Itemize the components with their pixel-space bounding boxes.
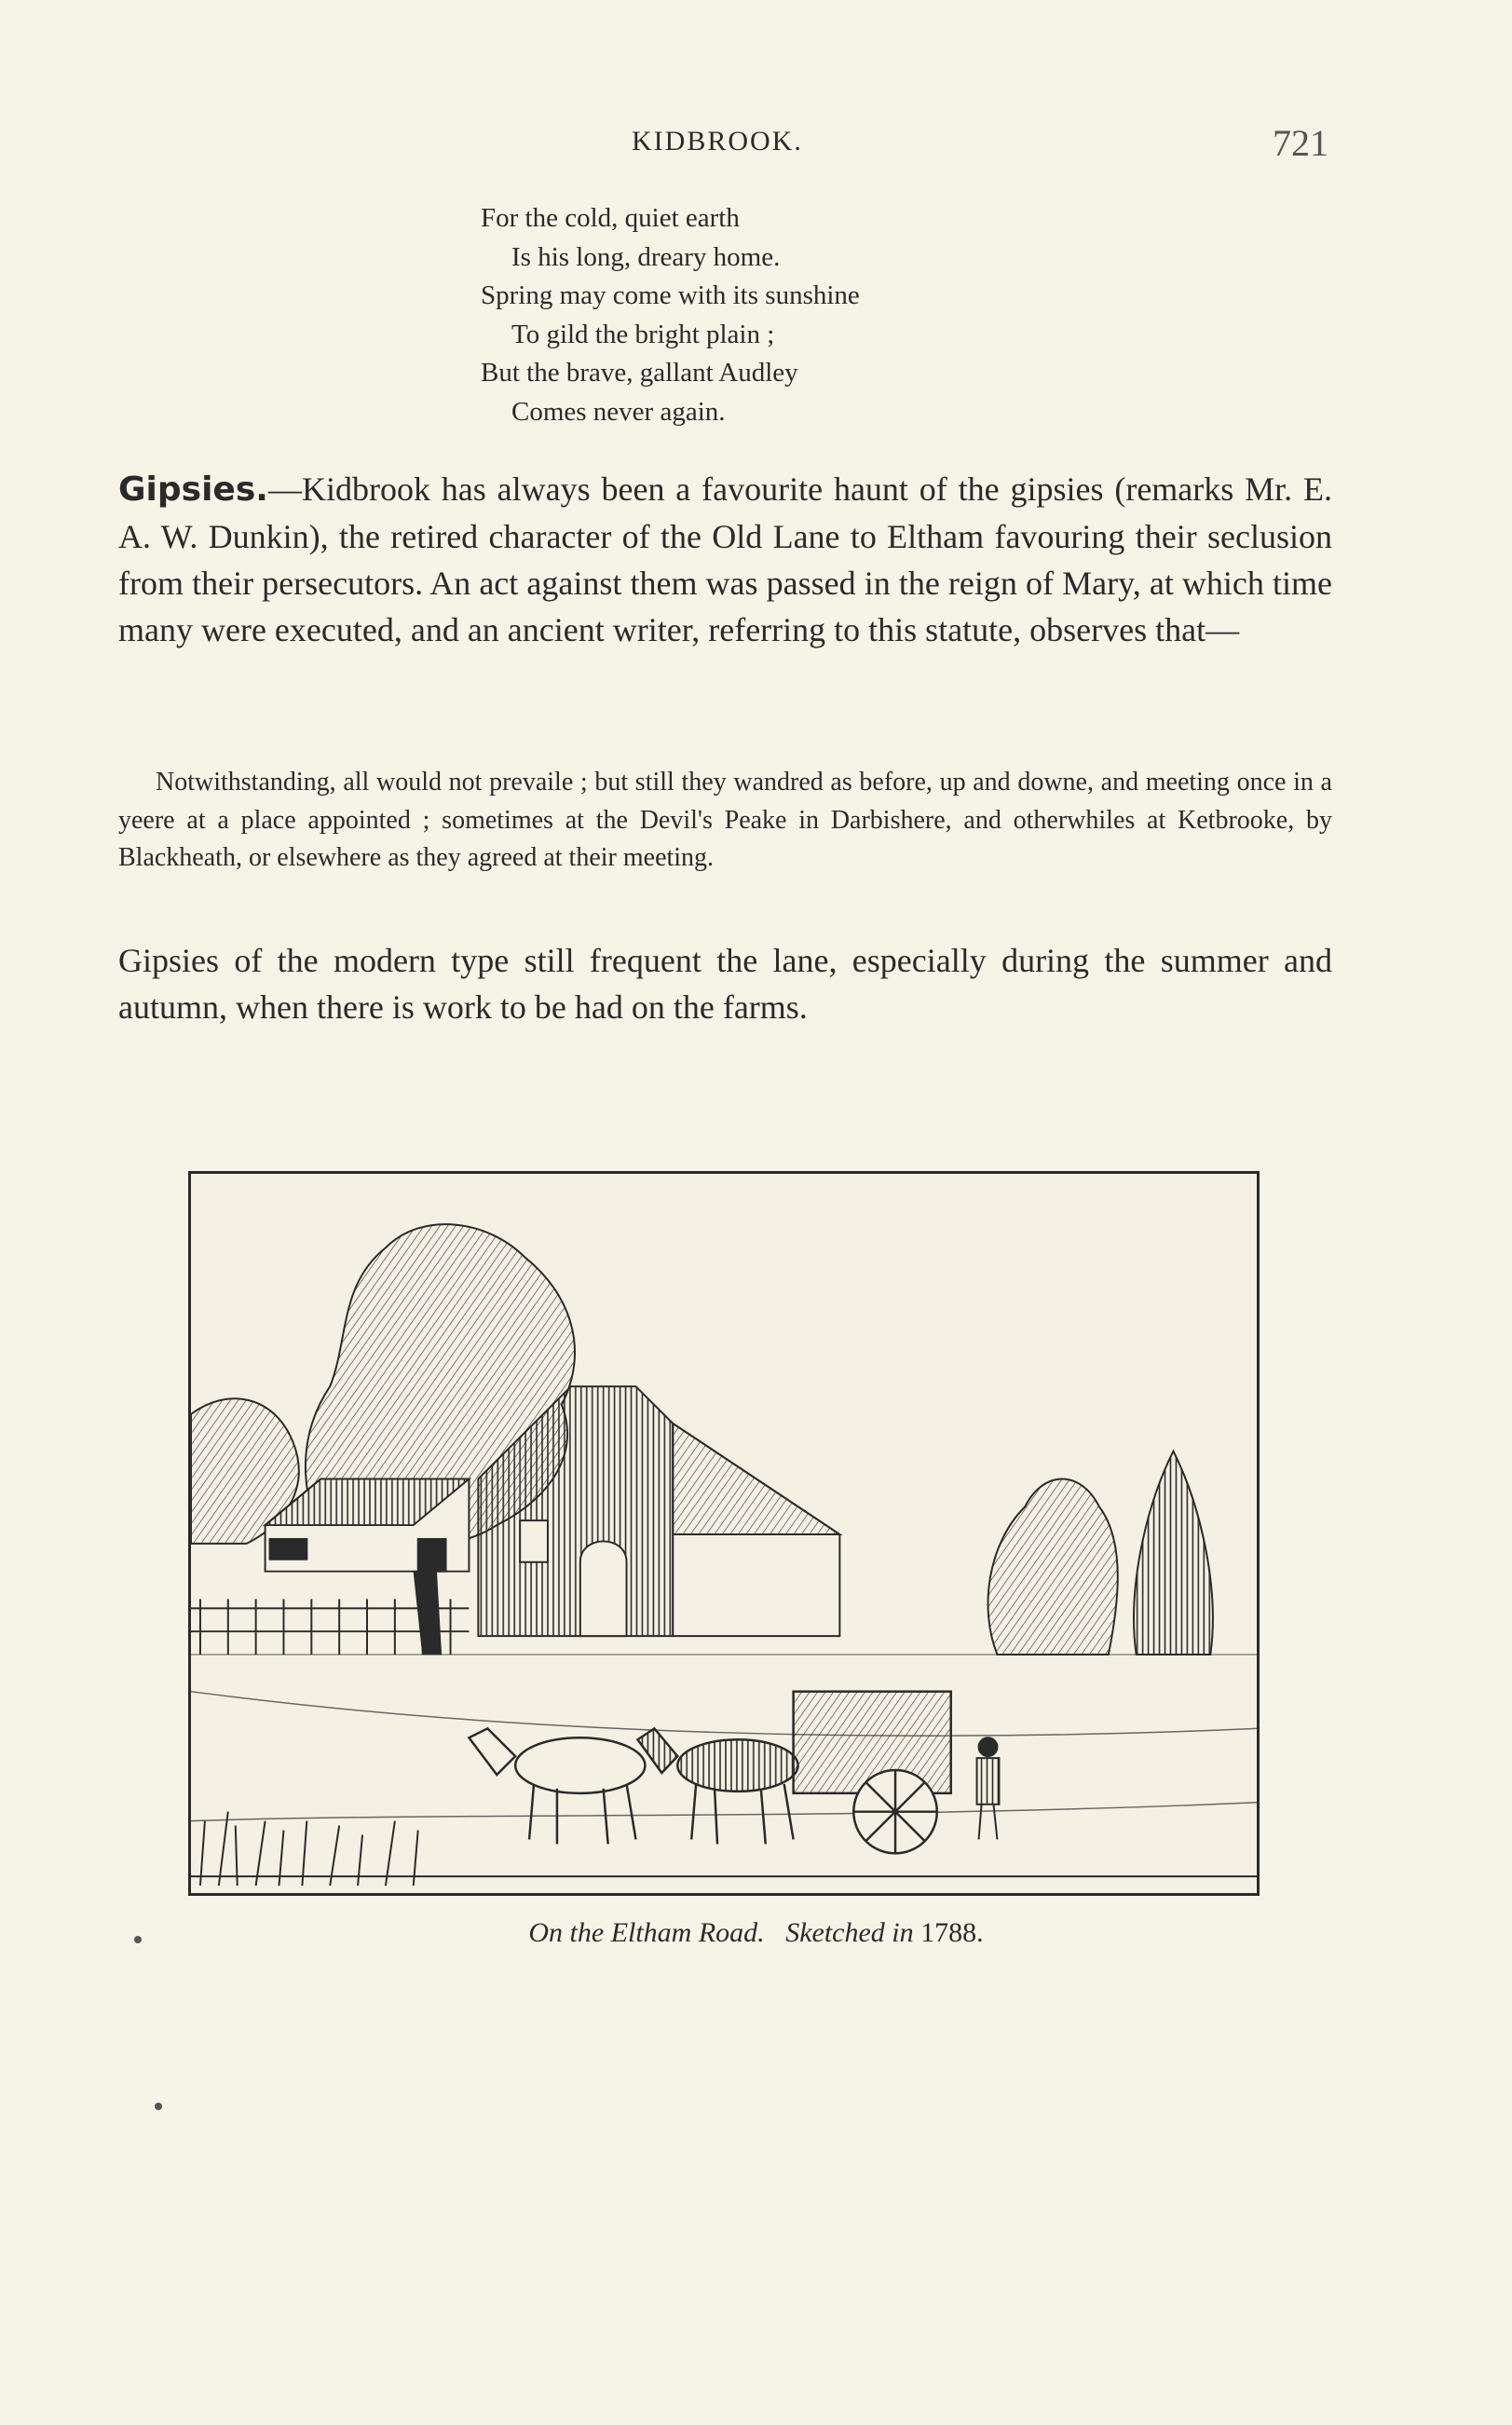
verse-line: To gild the bright plain ;	[511, 319, 775, 349]
caption-year: 1788.	[920, 1917, 984, 1948]
print-speck	[134, 1936, 142, 1943]
tree-right	[988, 1451, 1213, 1655]
caption-sketched: Sketched in	[785, 1917, 914, 1948]
figure-caption	[0, 1917, 1512, 1949]
block-quote: Notwithstanding, all would not prevaile ; but still they wandred as before, up and downe, and meeting once in a yeere at a place appointed ; sometimes at the Devil's Peake in Darbishere, and otherwhiles at Ketbrooke, by Blackheath, or elsewhere as they agreed at their meeting.	[118, 768, 1332, 872]
page-number: 721	[1273, 122, 1328, 164]
running-head: KIDBROOK.	[632, 126, 803, 157]
foreground-grass	[191, 1812, 1257, 1886]
verse-line: Spring may come with its sunshine	[481, 280, 860, 310]
print-speck	[155, 2103, 162, 2110]
section-heading: Gipsies.	[118, 470, 268, 509]
body-paragraph	[118, 466, 1332, 653]
farm-scene-engraving	[191, 1174, 1257, 1893]
verse-stanza	[481, 199, 860, 431]
verse-line: For the cold, quiet earth	[481, 203, 740, 233]
barn	[478, 1386, 839, 1636]
body-paragraph: Gipsies of the modern type still frequent the lane, especially during the summer and autumn, when there is work to be had on the farms.	[118, 942, 1332, 1026]
verse-line: But the brave, gallant Audley	[481, 358, 798, 388]
verse-line: Is his long, dreary home.	[511, 241, 781, 272]
paragraph-text: —Kidbrook has always been a favourite haunt of the gipsies (remarks Mr. E. A. W. Dunkin), the retired character of the Old Lane to Eltham favouring their seclusion from their persecutors. An act against them was passed in the reign of Mary, at which time many were executed, and an ancient writer, referring to this statute, observes that—	[118, 470, 1332, 648]
caption-title: On the Eltham Road.	[528, 1917, 765, 1948]
carter-figure	[977, 1737, 1000, 1839]
verse-line: Comes never again.	[511, 396, 726, 427]
engraving-illustration	[188, 1171, 1260, 1896]
horse-and-cart	[469, 1692, 950, 1854]
